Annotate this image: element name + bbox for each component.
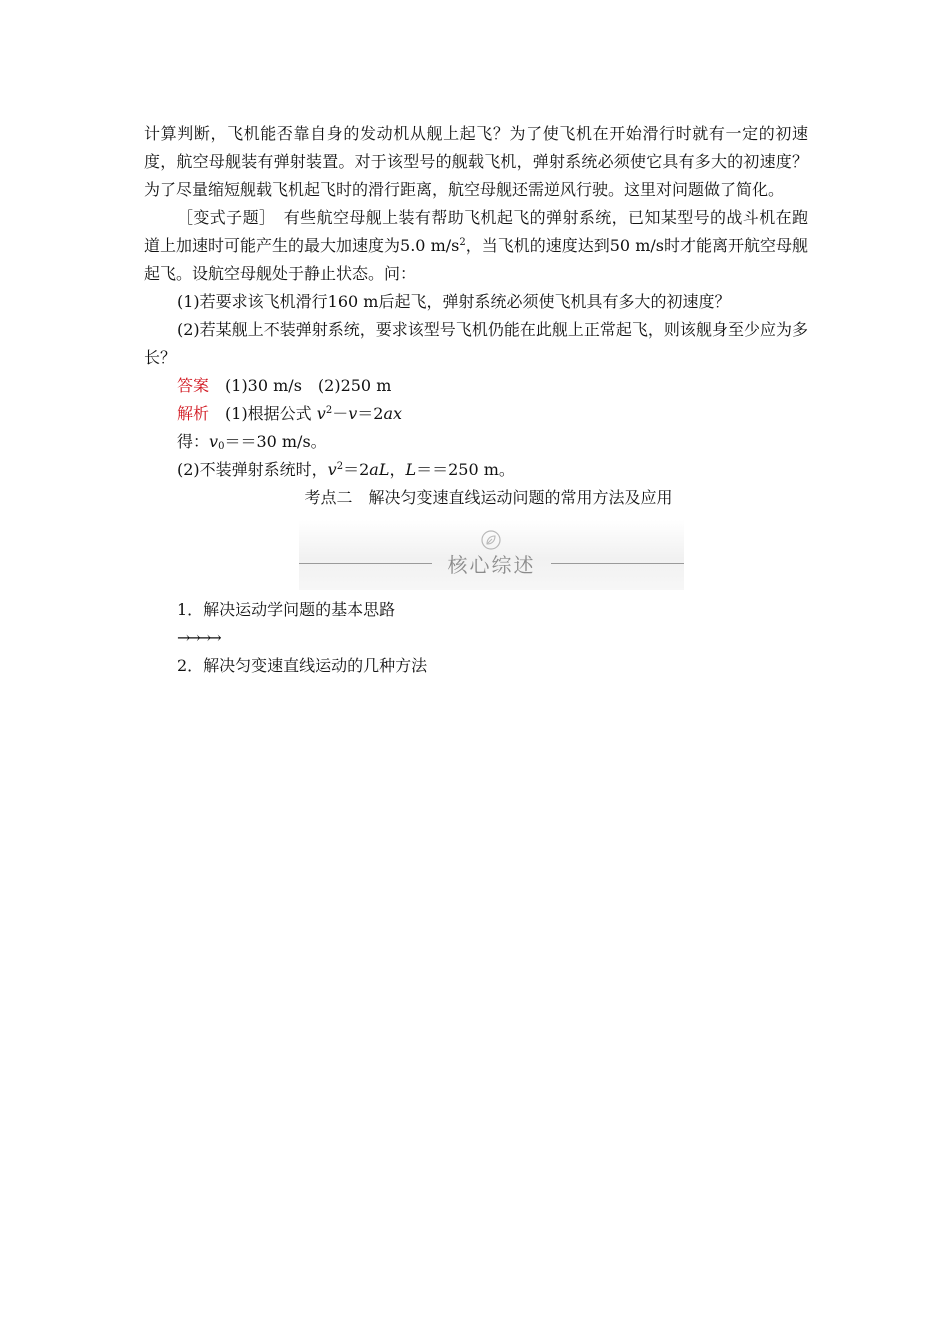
- list-item-2: 2．解决匀变速直线运动的几种方法: [177, 656, 428, 675]
- analysis-text-1: (1)根据公式: [209, 404, 317, 423]
- analysis-text-3a: (2)不装弹射系统时，: [177, 460, 328, 479]
- analysis-text-3c: ，: [389, 460, 406, 479]
- analysis-3-sup: 2: [336, 461, 344, 472]
- analysis-text-3b: ＝2: [343, 460, 370, 479]
- section-title: 考点二 解决匀变速直线运动问题的常用方法及应用: [304, 488, 673, 507]
- variant-paragraph: [144, 204, 808, 288]
- analysis-v0: v: [209, 432, 219, 451]
- analysis-sup: 2: [325, 405, 333, 416]
- analysis-minus: －: [332, 404, 349, 423]
- question-2: (2)若某舰上不装弹射系统，要求该型号飞机仍能在此舰上正常起飞，则该舰身至少应为多长？: [144, 320, 808, 367]
- answer-line: [144, 372, 808, 400]
- banner-label: 核心综述: [447, 553, 536, 577]
- core-summary-banner: [299, 520, 684, 590]
- variant-text-b: ，当飞机的速度达到50 m/s时才能离开航空母舰起飞。设航空母舰处于静止状态。问：: [144, 236, 808, 283]
- answer-text: (1)30 m/s (2)250 m: [209, 376, 392, 395]
- banner-rule-right: [551, 563, 684, 564]
- analysis-text-3d: ＝＝250 m。: [416, 460, 515, 479]
- analysis-text-2a: 得：: [177, 432, 210, 451]
- analysis-3-aL: aL: [369, 460, 390, 479]
- flow-arrows: →→→→: [177, 628, 219, 647]
- intro-paragraph: 计算判断，飞机能否靠自身的发动机从舰上起飞？为了使飞机在开始滑行时就有一定的初速度，航空母舰装有弹射装置。对于该型号的舰载飞机，弹射系统必须使它具有多大的初速度？为了尽量缩短舰载飞机起飞时的滑行距离，航空母舰还需逆风行驶。这里对问题做了简化。: [144, 124, 808, 199]
- analysis-3-L: L: [405, 460, 417, 479]
- analysis-ax: ax: [383, 404, 403, 423]
- leaf-emblem-icon: [481, 530, 501, 550]
- question-1: (1)若要求该飞机滑行160 m后起飞，弹射系统必须使飞机具有多大的初速度？: [177, 292, 731, 311]
- analysis-line-1: [144, 400, 808, 428]
- analysis-label: 解析: [177, 404, 210, 423]
- document-page: [144, 120, 808, 680]
- variant-unit-sup: 2: [459, 237, 466, 248]
- analysis-v0-sub: 0: [218, 441, 225, 452]
- analysis-line-3: [144, 456, 808, 484]
- analysis-text-2b: ＝＝30 m/s。: [224, 432, 327, 451]
- analysis-v: v: [316, 404, 326, 423]
- answer-label: 答案: [177, 376, 210, 395]
- list-item-1: 1．解决运动学问题的基本思路: [177, 600, 396, 619]
- analysis-eq: ＝2: [357, 404, 384, 423]
- analysis-3-v: v: [327, 460, 337, 479]
- variant-tag: ［变式子题］: [177, 208, 268, 227]
- analysis-line-2: [144, 428, 808, 456]
- variant-text-a: 有些航空母舰上装有帮助飞机起飞的弹射系统，已知某型号的战斗机在跑道上加速时可能产生的最大加速度为5.0 m/s: [144, 208, 808, 255]
- analysis-v-plain: v: [348, 404, 358, 423]
